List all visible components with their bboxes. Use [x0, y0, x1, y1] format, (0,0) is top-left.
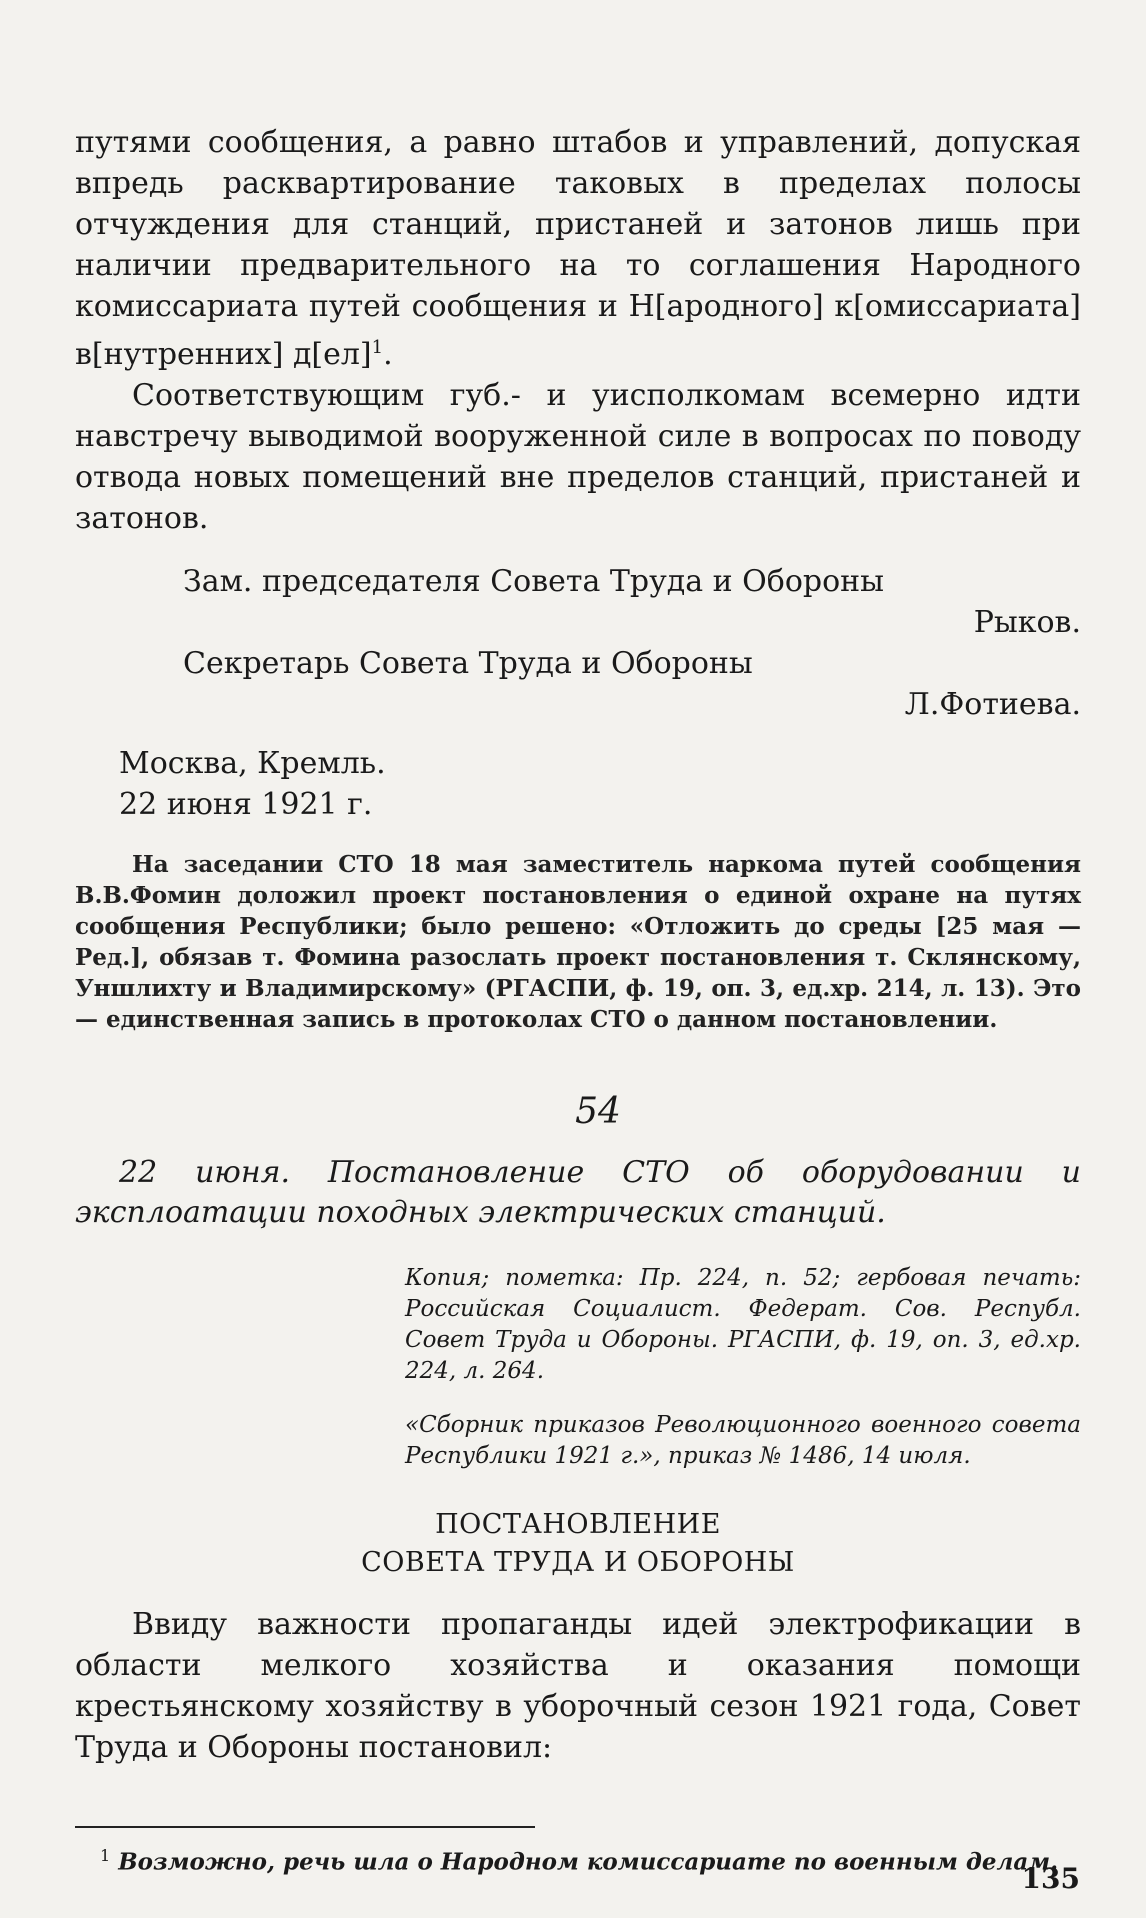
archival-source: Копия; пометка: Пр. 224, п. 52; гербовая печать: Российская Социалист. Федерат. Сов. Республ. Совет Труда и Обороны. РГАСПИ, ф. 19, оп. 3, ед.хр. 224, л. 264. [405, 1265, 1081, 1384]
continued-paragraph: путями сообщения, а равно штабов и управлений, допуская впредь расквартирование таковых в пределах полосы отчуждения для станций, пристаней и затонов лишь при наличии предварительного на то соглашения Народного комиссариата путей сообщения и Н[ародного] к[омиссариата] в[нутренних] д[ел]$^1$. [75, 125, 1081, 372]
continued-paragraph-text: путями сообщения, а равно штабов и управлений, допуская впредь расквартирование таковых в пределах полосы отчуждения для станций, пристаней и затонов лишь при наличии предварительного на то соглашения Народного комиссариата путей сообщения и Н[ародного] к[омиссариата] в[нутренних] д[ел] [75, 125, 1081, 372]
footnote [100, 1840, 1100, 1878]
publication-source: «Сборник приказов Революционного военного совета Республики 1921 г.», приказ № 1486, 14 июля. [405, 1412, 1081, 1469]
signature-title-2: Секретарь Совета Труда и Обороны [183, 646, 753, 681]
editorial-note: На заседании СТО 18 мая заместитель наркома путей сообщения В.В.Фомин доложил проект постановления о единой охране на путях сообщения Республики; было решено: «Отложить до среды [25 мая — Ред.], обязав т. Фомина разослать проект постановления т. Склянскому, Уншлихту и Владимирскому» (РГАСПИ, ф. 19, оп. 3, ед.хр. 214, л. 13). Это — единственная запись в протоколах СТО о данном постановлении. [75, 851, 1081, 1033]
decree-title-line-1: ПОСТАНОВЛЕНИЕ [435, 1509, 721, 1540]
continued-paragraph-2: Соответствующим губ.- и уисполкомам всемерно идти навстречу выводимой вооруженной силе в вопросах по поводу отвода новых помещений вне пределов станций, пристаней и затонов. [75, 378, 1081, 536]
place: Москва, Кремль. [119, 746, 386, 781]
page-number: 135 [1021, 1862, 1080, 1895]
footnote-text: Возможно, речь шла о Народном комиссариате по военным делам. [118, 1848, 1059, 1876]
signatures [75, 561, 1081, 725]
place-date [75, 743, 1081, 825]
date: 22 июня 1921 г. [119, 787, 373, 822]
decree-text: Ввиду важности пропаганды идей электрофикации в области мелкого хозяйства и оказания помощи крестьянскому хозяйству в уборочный сезон 1921 года, Совет Труда и Обороны постановил: [75, 1607, 1081, 1765]
page-body [75, 122, 1081, 1768]
document-heading: 22 июня. Постановление СТО об оборудовании и эксплоатации походных электрических станций. [75, 1155, 1081, 1230]
footnote-reference: 1 [371, 337, 384, 358]
decree-title [75, 1506, 1081, 1582]
signature-title-1: Зам. председателя Совета Труда и Обороны [183, 564, 885, 599]
decree-title-line-2: СОВЕТА ТРУДА И ОБОРОНЫ [361, 1547, 795, 1578]
signature-name-2: Л.Фотиева. [904, 687, 1081, 722]
footnote-marker: 1 [100, 1846, 111, 1865]
signature-name-1: Рыков. [973, 605, 1081, 640]
footnote-divider [75, 1826, 535, 1828]
document-number: 54 [575, 1091, 621, 1132]
